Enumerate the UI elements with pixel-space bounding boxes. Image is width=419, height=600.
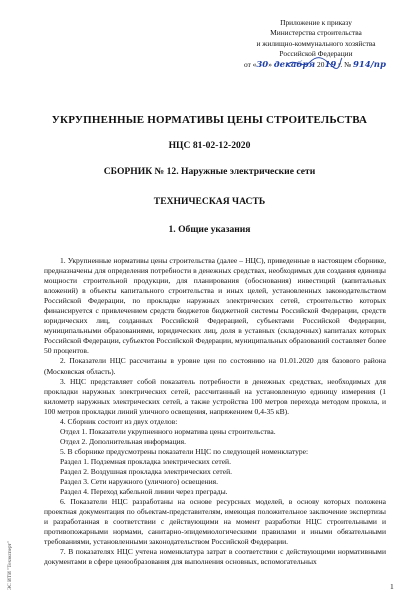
paragraph-2: 2. Показатели НЦС рассчитаны в уровне цен по состоянию на 01.01.2020 для базового района (Московская область). — [44, 356, 386, 376]
page-number: 1 — [390, 582, 394, 591]
subsection-title: 1. Общие указания — [168, 224, 251, 235]
body-text — [44, 256, 386, 567]
list-item-section-3: Раздел 3. Сети наружного (уличного) освещения. — [60, 477, 219, 487]
list-item-section-1: Раздел 1. Подземная прокладка электрических сетей. — [60, 456, 231, 466]
paragraph-7: 7. В показателях НЦС учтена номенклатура затрат в соответствии с действующими нормативными документами в сфере ценообразования для выполнения основных, вспомогательных — [44, 547, 386, 567]
collection-title: СБОРНИК № 12. Наружные электрические сети — [103, 166, 316, 177]
paragraph-5: 5. В сборнике предусмотрены показатели НЦС по следующей номенклатуре: — [60, 446, 309, 456]
paragraph-4: 4. Сборник состоит из двух отделов: — [60, 416, 178, 426]
approval-date-line — [232, 60, 400, 70]
date-prefix: от « — [244, 59, 257, 69]
paragraph-3: 3. НЦС представляет собой показатель потребности в денежных средствах, необходимых для прокладки наружных электрических сетей, рассчитанный на установленную единицу измерения (1 километр наружных электрических сетей, а также устройства 100 метров перехода методом прокола, и 100 метров прокладки линий уличного освещения, напряжением 0,4-35 кВ). — [44, 376, 386, 416]
approval-line-2: Министерства строительства — [270, 28, 362, 38]
list-item-section-2: Раздел 2. Воздушная прокладка электрических сетей. — [60, 466, 233, 476]
date-mid: » — [268, 59, 274, 69]
date-year-prefix: 20 — [315, 59, 325, 69]
list-item-dept-1: Отдел 1. Показатели укрупненного норматива цены строительства. — [60, 426, 276, 436]
list-item-section-4: Раздел 4. Переход кабельной линии через преграды. — [60, 487, 228, 497]
document-code: НЦС 81-02-12-2020 — [168, 140, 251, 151]
approval-block — [232, 18, 400, 70]
approval-line-3: и жилищно-коммунального хозяйства — [256, 38, 376, 48]
approval-line-1: Приложение к приказу — [280, 18, 352, 27]
date-year: 19 — [324, 59, 337, 70]
approval-line-4: Российской Федерации — [279, 49, 353, 59]
paragraph-1: 1. Укрупненные нормативы цены строительства (далее – НЦС), приведенные в настоящем сборнике, предназначены для определения потребности в денежных средствах, необходимых для создания единицы мощности строительной продукции, для планирования (обоснования) инвестиций (капитальных вложений) в объекты капитального строительства и иных целей, установленных законодательством Российской Федерации, по прокладке наружных электрических сетей, строительство которых финансируется с привлечением средств бюджетов бюджетной системы Российской Федерации, средств юридических лиц, созданных Российской Федерацией, субъектами Российской Федерации, муниципальными образованиями, юридических лиц, доля в уставных (складочных) капиталах которых Российской Федерации, субъектов Российской Федерации, муниципальных образований составляет более 50 процентов. — [44, 256, 386, 356]
date-day: 30 — [256, 59, 269, 70]
section-title: ТЕХНИЧЕСКАЯ ЧАСТЬ — [153, 196, 266, 207]
date-month: декабря — [273, 59, 316, 70]
side-stamp — [4, 500, 14, 592]
order-number: 914/пр — [352, 59, 386, 70]
side-stamp-text: ЭС ИТИ "Техэксперт" — [7, 541, 13, 590]
date-year-suffix: г. № — [336, 59, 353, 69]
signature-scribble — [284, 54, 344, 72]
document-title: УКРУПНЕННЫЕ НОРМАТИВЫ ЦЕНЫ СТРОИТЕЛЬСТВА — [51, 114, 368, 126]
paragraph-6: 6. Показатели НЦС разработаны на основе ресурсных моделей, в основу которых положена проектная документация по объектам-представителям, имеющая положительное заключение экспертизы и разработанная в соответствии с действующими на момент разработки НЦС строительными и противопожарными нормами, санитарно-эпидемиологическими правилами и иными обязательными требованиями, установленными законодательством Российской Федерации. — [44, 497, 386, 547]
list-item-dept-2: Отдел 2. Дополнительная информация. — [60, 436, 187, 446]
